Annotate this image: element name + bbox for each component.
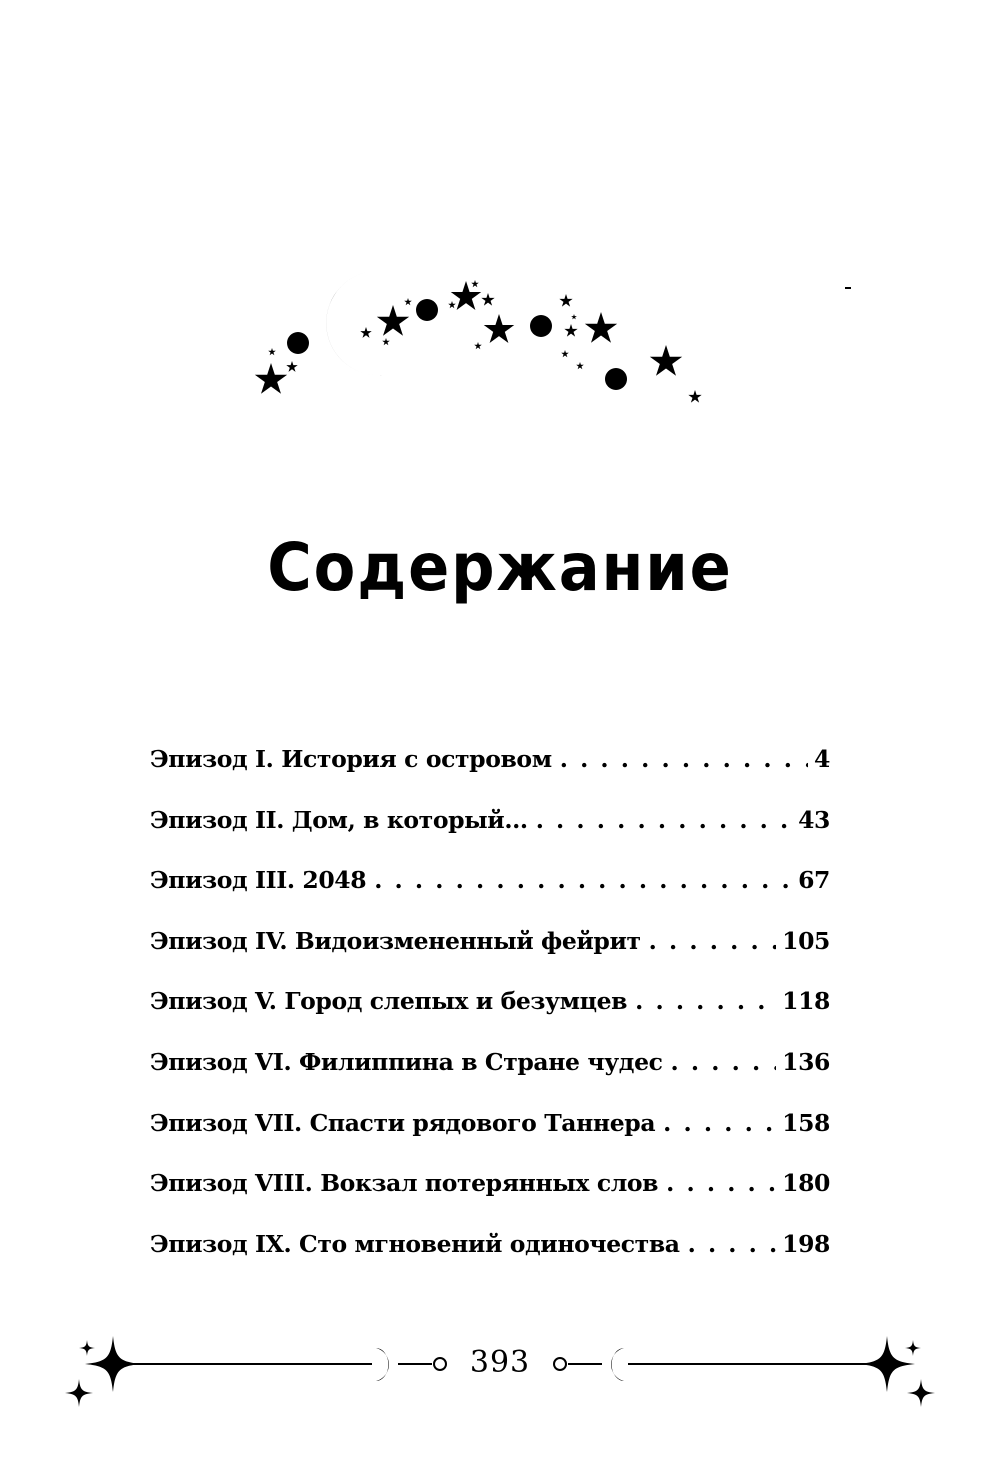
star-icon — [474, 342, 482, 349]
toc-entry-page: 136 — [782, 1047, 830, 1076]
toc-entry — [150, 987, 830, 1051]
toc-entry — [150, 1108, 830, 1173]
star-icon — [576, 362, 584, 369]
dot-leader — [374, 869, 792, 893]
star-icon — [484, 314, 514, 343]
star-icon — [377, 305, 409, 336]
star-icon — [564, 324, 577, 337]
toc-entry-title: Эпизод V. Город слепых и безумцев — [150, 987, 628, 1016]
planet-dot-icon — [287, 332, 309, 354]
toc-entry — [150, 926, 830, 991]
star-icon — [571, 314, 577, 319]
star-icon — [561, 350, 569, 357]
toc-entry-title: Эпизод II. Дом, в который... — [150, 805, 528, 834]
sparkle-star-icon — [907, 1379, 935, 1407]
dot-leader — [649, 930, 776, 954]
star-icon — [585, 312, 617, 343]
star-icon — [559, 294, 572, 307]
toc-entry — [150, 745, 830, 809]
star-icon — [382, 338, 390, 345]
star-icon — [650, 345, 682, 376]
toc-entry-page: 43 — [798, 805, 830, 834]
toc-entry-page: 158 — [782, 1108, 830, 1137]
toc-entry-page: 198 — [782, 1229, 830, 1258]
dot-leader — [666, 1172, 776, 1196]
toc-entry-title: Эпизод VII. Спасти рядового Таннера — [150, 1108, 656, 1137]
dot-leader — [560, 748, 808, 772]
moon-and-stars-ornament — [0, 0, 1000, 460]
toc-entry-title: Эпизод IV. Видоизмененный фейрит — [150, 926, 641, 955]
toc-entry-title: Эпизод IX. Сто мгновений одиночества — [150, 1229, 680, 1258]
toc-entry — [150, 805, 830, 870]
planet-dot-icon — [605, 368, 627, 390]
star-icon — [688, 390, 701, 403]
star-icon — [268, 348, 276, 355]
star-icon — [255, 363, 287, 394]
toc-entry — [150, 1169, 830, 1233]
star-icon — [286, 361, 297, 372]
planet-dot-icon — [416, 299, 438, 321]
star-icon — [448, 301, 456, 308]
dot-leader — [671, 1051, 777, 1075]
toc-entry-title: Эпизод III. 2048 — [150, 866, 367, 895]
toc-entry — [150, 866, 830, 930]
star-icon — [471, 280, 479, 287]
table-of-contents — [150, 745, 830, 1293]
crescent-moon-icon — [326, 272, 390, 375]
toc-entry-page: 67 — [798, 866, 830, 895]
sparkle-star-icon — [65, 1379, 93, 1407]
planet-dot-icon — [530, 315, 552, 337]
dot-leader — [536, 809, 792, 833]
toc-entry-page: 180 — [782, 1169, 830, 1198]
star-icon — [404, 298, 412, 305]
toc-entry-title: Эпизод VI. Филиппина в Стране чудес — [150, 1047, 663, 1076]
toc-entry-title: Эпизод VIII. Вокзал потерянных слов — [150, 1169, 659, 1198]
toc-entry-page: 105 — [782, 926, 830, 955]
toc-entry-page: 4 — [814, 745, 830, 773]
toc-entry-page: 118 — [782, 987, 830, 1016]
dot-leader — [635, 990, 776, 1014]
dot-leader — [688, 1233, 777, 1257]
dot-leader — [663, 1112, 776, 1136]
toc-entry-title: Эпизод I. История с островом — [150, 745, 552, 773]
star-icon — [360, 327, 371, 338]
speck-mark — [845, 287, 851, 289]
star-icon — [481, 293, 494, 306]
toc-entry — [150, 1229, 830, 1294]
page-number: 393 — [469, 1345, 531, 1380]
page-title: Содержание — [267, 529, 733, 606]
toc-entry — [150, 1047, 830, 1112]
